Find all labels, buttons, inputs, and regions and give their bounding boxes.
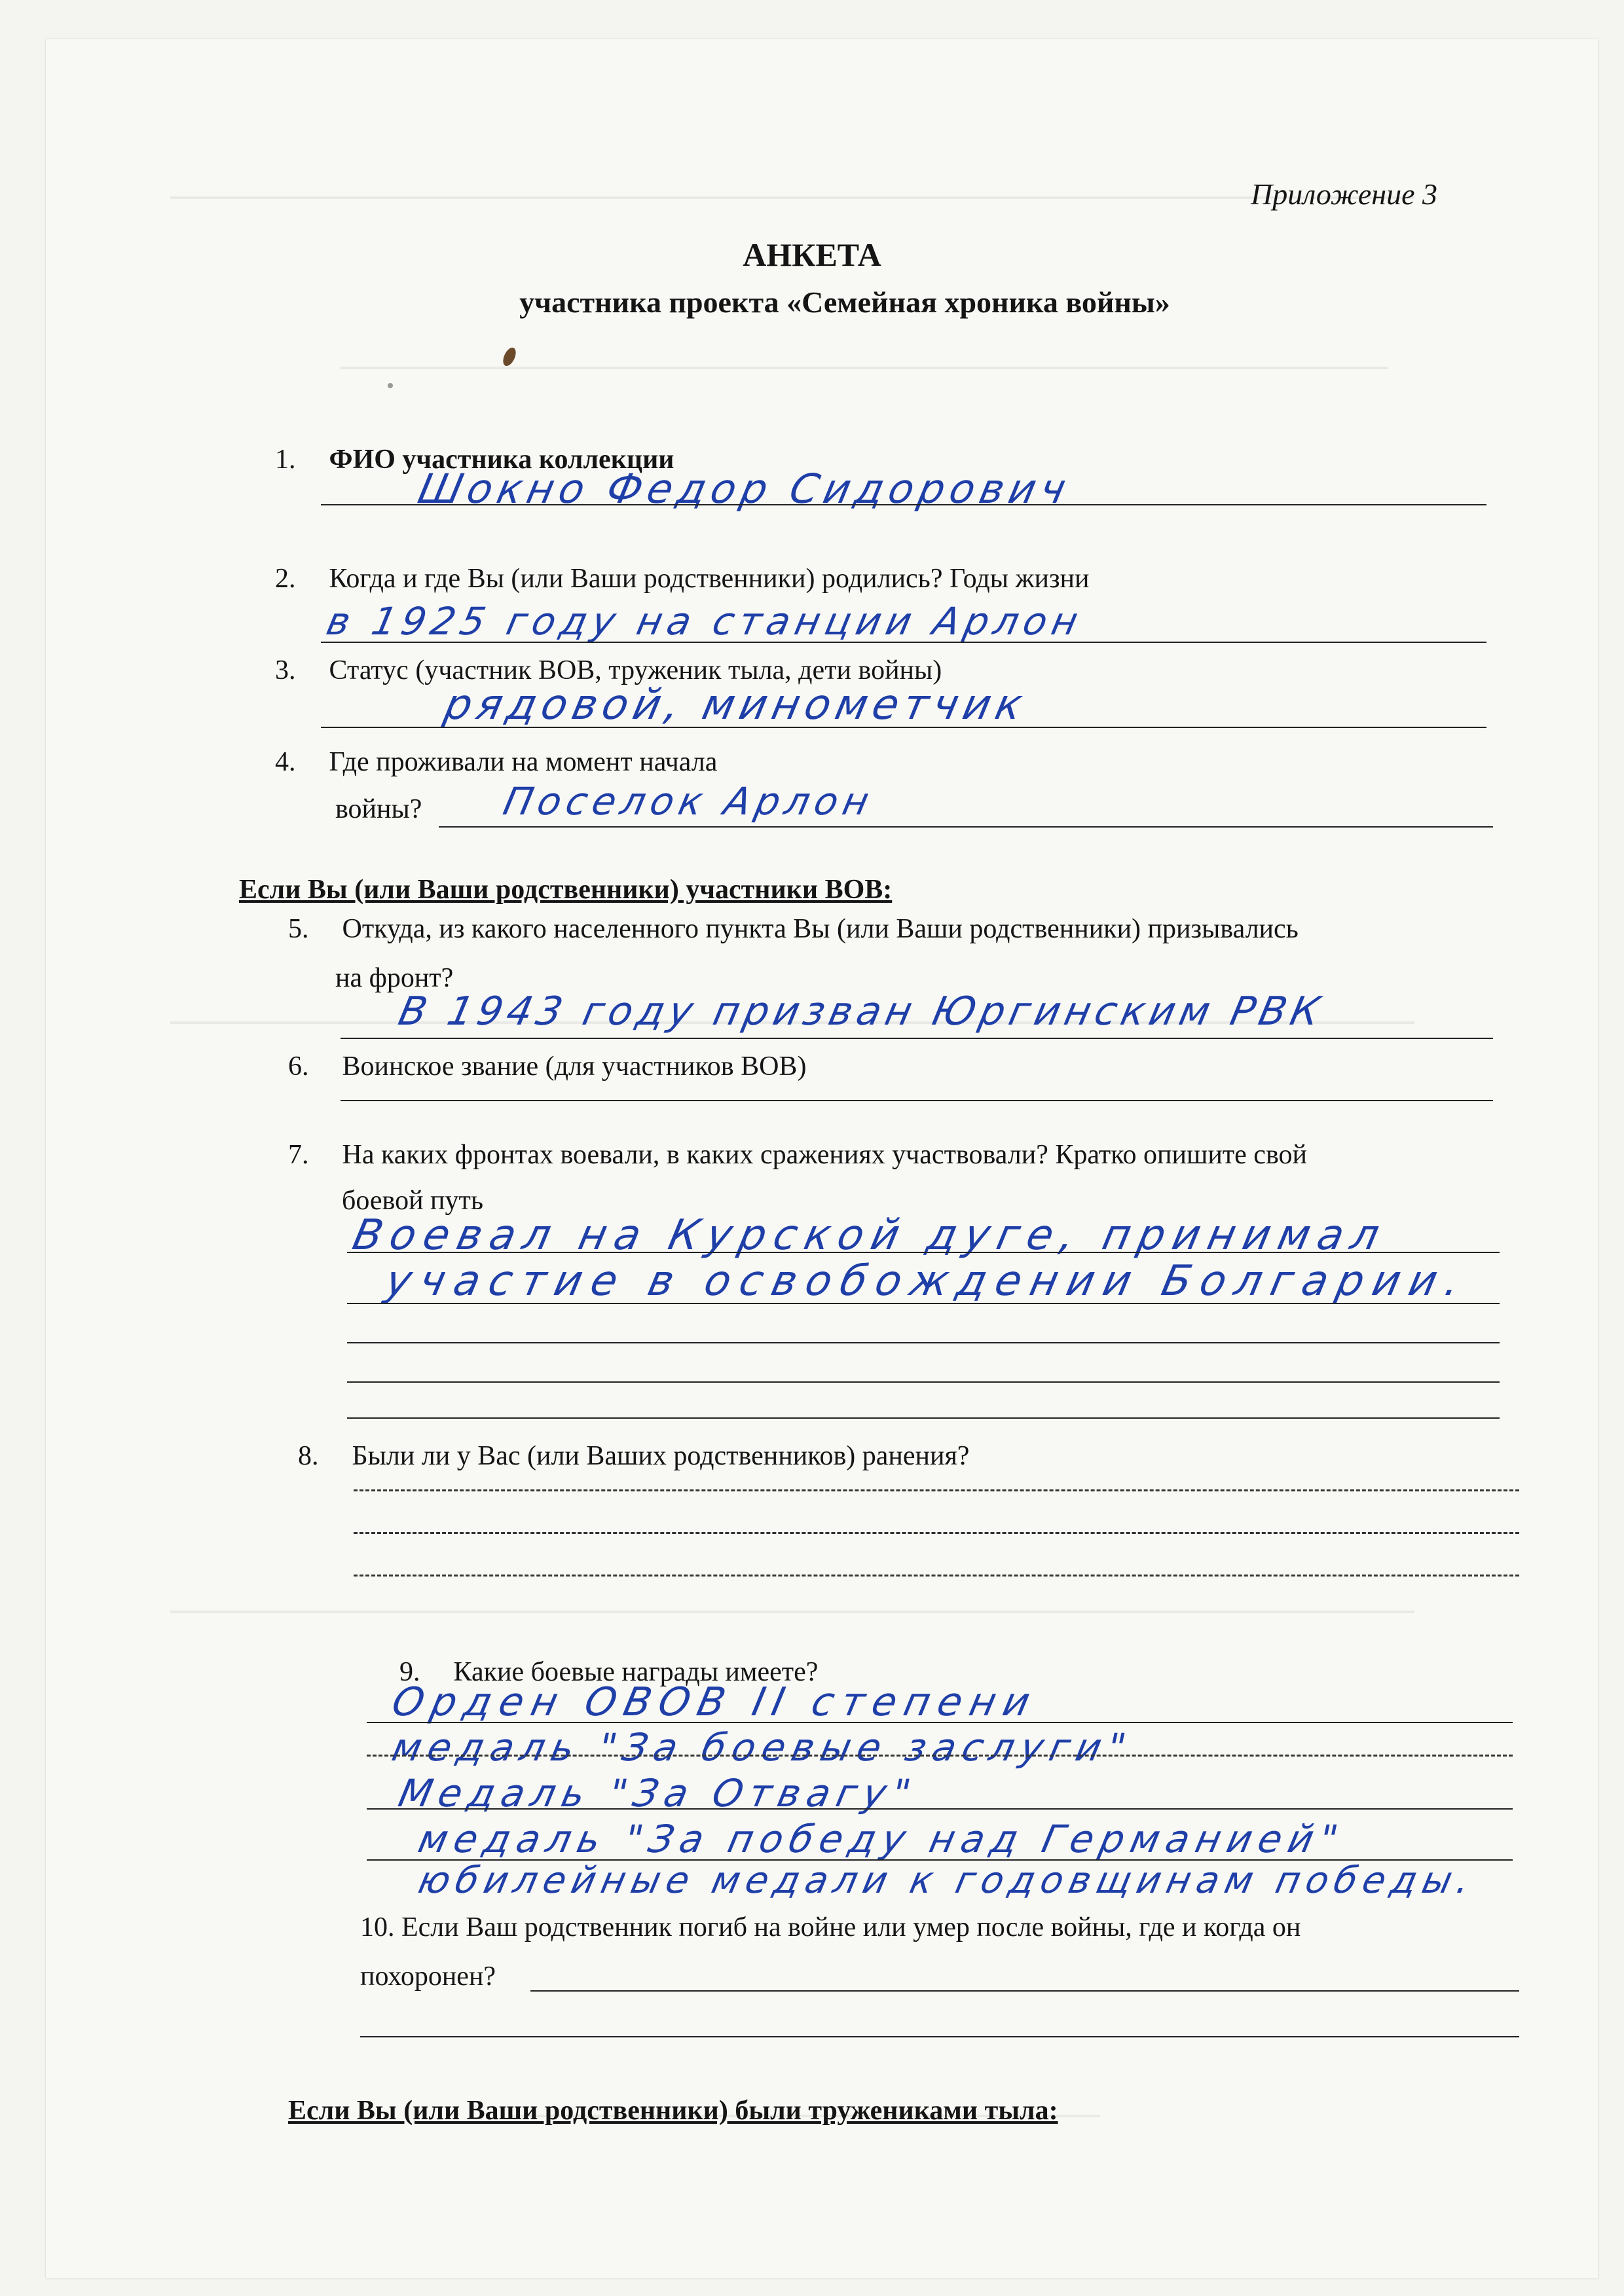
answer-4[interactable]: Поселок Арлон xyxy=(499,779,878,824)
question-number: 4. xyxy=(275,747,296,777)
section-rear-heading: Если Вы (или Ваши родственники) были тружениками тыла: xyxy=(288,2096,1058,2126)
answer-9-line-5[interactable]: юбилейные медали к годовщинам победы. xyxy=(415,1859,1480,1902)
answer-line xyxy=(360,2036,1519,2037)
question-label: ФИО участника коллекции xyxy=(329,445,674,475)
answer-line xyxy=(321,642,1486,643)
answer-7-line-2[interactable]: участие в освобождении Болгарии. xyxy=(381,1257,1474,1305)
question-8 xyxy=(298,1440,969,1472)
question-5 xyxy=(288,913,1299,945)
question-number: 7. xyxy=(288,1140,309,1170)
question-number: 8. xyxy=(298,1441,319,1471)
answer-9-line-2[interactable]: медаль "За боевые заслуги" xyxy=(388,1725,1137,1770)
answer-line xyxy=(347,1303,1500,1304)
question-label: Откуда, из какого населенного пункта Вы (или Ваши родственники) призывались xyxy=(342,914,1299,944)
ink-speck xyxy=(388,383,393,388)
answer-9-line-3[interactable]: Медаль "За Отвагу" xyxy=(394,1771,921,1815)
question-7 xyxy=(288,1139,1307,1171)
answer-3[interactable]: рядовой, минометчик xyxy=(440,681,1032,729)
section-vov-heading: Если Вы (или Ваши родственники) участники ВОВ: xyxy=(239,875,893,905)
question-5-cont: на фронт? xyxy=(335,963,454,993)
question-2 xyxy=(275,563,1090,594)
answer-line xyxy=(530,1990,1519,1992)
question-label: На каких фронтах воевали, в каких сражениях участвовали? Кратко опишите свой xyxy=(342,1140,1307,1170)
answer-line xyxy=(367,1722,1513,1723)
question-10 xyxy=(360,1912,1301,1943)
answer-line xyxy=(354,1489,1519,1491)
answer-2[interactable]: в 1925 году на станции Арлон xyxy=(322,599,1088,644)
question-label: Статус (участник ВОВ, труженик тыла, дети войны) xyxy=(329,655,942,685)
question-label: Были ли у Вас (или Ваших родственников) ранения? xyxy=(352,1441,970,1471)
question-label: Если Ваш родственник погиб на войне или умер после войны, где и когда он xyxy=(401,1912,1301,1942)
question-label: Какие боевые награды имеете? xyxy=(453,1657,819,1687)
question-label: Когда и где Вы (или Ваши родственники) родились? Годы жизни xyxy=(329,564,1090,594)
answer-line xyxy=(354,1532,1519,1534)
answer-line xyxy=(321,727,1486,728)
question-number: 2. xyxy=(275,564,296,594)
answer-line xyxy=(321,504,1486,505)
question-10-cont: похоронен? xyxy=(360,1961,496,1992)
form-subtitle: участника проекта «Семейная хроника войны» xyxy=(519,285,1170,319)
question-4 xyxy=(275,746,717,778)
answer-5[interactable]: В 1943 году призван Юргинским РВК xyxy=(394,989,1329,1034)
answer-line xyxy=(347,1342,1500,1343)
answer-line xyxy=(347,1252,1500,1253)
answer-7-line-1[interactable]: Воевал на Курской дуге, принимал xyxy=(348,1211,1392,1260)
answer-line xyxy=(341,1038,1493,1039)
appendix-label: Приложение 3 xyxy=(1251,177,1438,211)
answer-line xyxy=(367,1808,1513,1810)
answer-line xyxy=(347,1417,1500,1419)
answer-9-line-1[interactable]: Орден ОВОВ II степени xyxy=(388,1679,1042,1725)
answer-1[interactable]: Шокно Федор Сидорович xyxy=(414,465,1076,513)
question-4-cont: войны? xyxy=(335,794,422,824)
question-number: 6. xyxy=(288,1051,309,1082)
question-7-cont: боевой путь xyxy=(342,1186,484,1216)
form-title: АНКЕТА xyxy=(743,236,881,273)
question-number: 3. xyxy=(275,655,296,685)
answer-line xyxy=(439,826,1493,828)
question-number: 10. xyxy=(360,1912,395,1942)
question-number: 9. xyxy=(399,1657,420,1687)
question-number: 5. xyxy=(288,914,309,944)
answer-9-line-4[interactable]: медаль "За победу над Германией" xyxy=(414,1817,1349,1861)
answer-line xyxy=(354,1575,1519,1576)
question-6 xyxy=(288,1051,806,1082)
answer-line xyxy=(341,1100,1493,1101)
question-number: 1. xyxy=(275,445,296,475)
question-label: Где проживали на момент начала xyxy=(329,747,718,777)
answer-line xyxy=(347,1381,1500,1383)
answer-line xyxy=(367,1755,1513,1757)
question-label: Воинское звание (для участников ВОВ) xyxy=(342,1051,807,1082)
